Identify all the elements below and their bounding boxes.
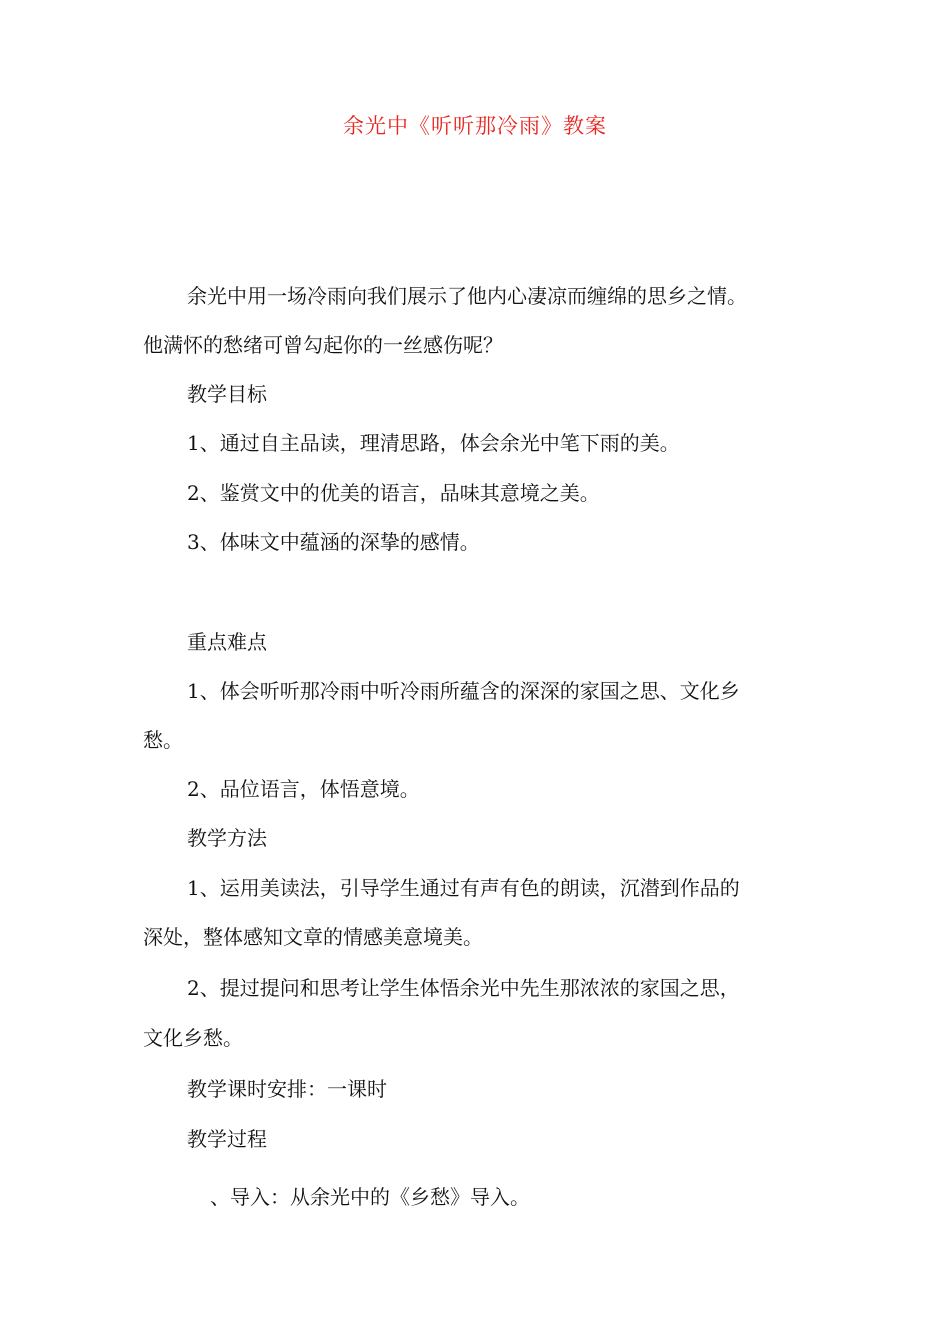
methods-heading: 教学方法 <box>187 826 267 850</box>
method-1-line-2: 深处，整体感知文章的情感美意境美。 <box>143 925 483 949</box>
objectives-heading: 教学目标 <box>187 382 267 406</box>
document-title: 余光中《听听那冷雨》教案 <box>343 114 607 138</box>
method-2-line-1: 2、提过提问和思考让学生体悟余光中先生那浓浓的家国之思， <box>187 976 740 1000</box>
key-point-1-line-2: 愁。 <box>143 728 183 752</box>
intro-line-1: 余光中用一场冷雨向我们展示了他内心凄凉而缠绵的思乡之情。 <box>187 284 747 308</box>
objective-item-1: 1、通过自主品读，理清思路，体会余光中笔下雨的美。 <box>187 431 680 455</box>
method-1-line-1: 1、运用美读法，引导学生通过有声有色的朗读，沉潜到作品的 <box>187 876 740 900</box>
key-point-1-line-1: 1、体会听听那冷雨中听冷雨所蕴含的深深的家国之思、文化乡 <box>187 679 740 703</box>
process-heading: 教学过程 <box>187 1127 267 1151</box>
key-points-heading: 重点难点 <box>187 630 267 654</box>
schedule-line: 教学课时安排：一课时 <box>187 1077 387 1101</box>
objective-item-3: 3、体味文中蕴涵的深挚的感情。 <box>187 530 480 554</box>
process-step-1: 、导入：从余光中的《乡愁》导入。 <box>210 1185 530 1209</box>
key-point-2: 2、品位语言，体悟意境。 <box>187 777 420 801</box>
intro-line-2: 他满怀的愁绪可曾勾起你的一丝感伤呢？ <box>143 333 503 357</box>
method-2-line-2: 文化乡愁。 <box>143 1026 243 1050</box>
objective-item-2: 2、鉴赏文中的优美的语言，品味其意境之美。 <box>187 481 600 505</box>
